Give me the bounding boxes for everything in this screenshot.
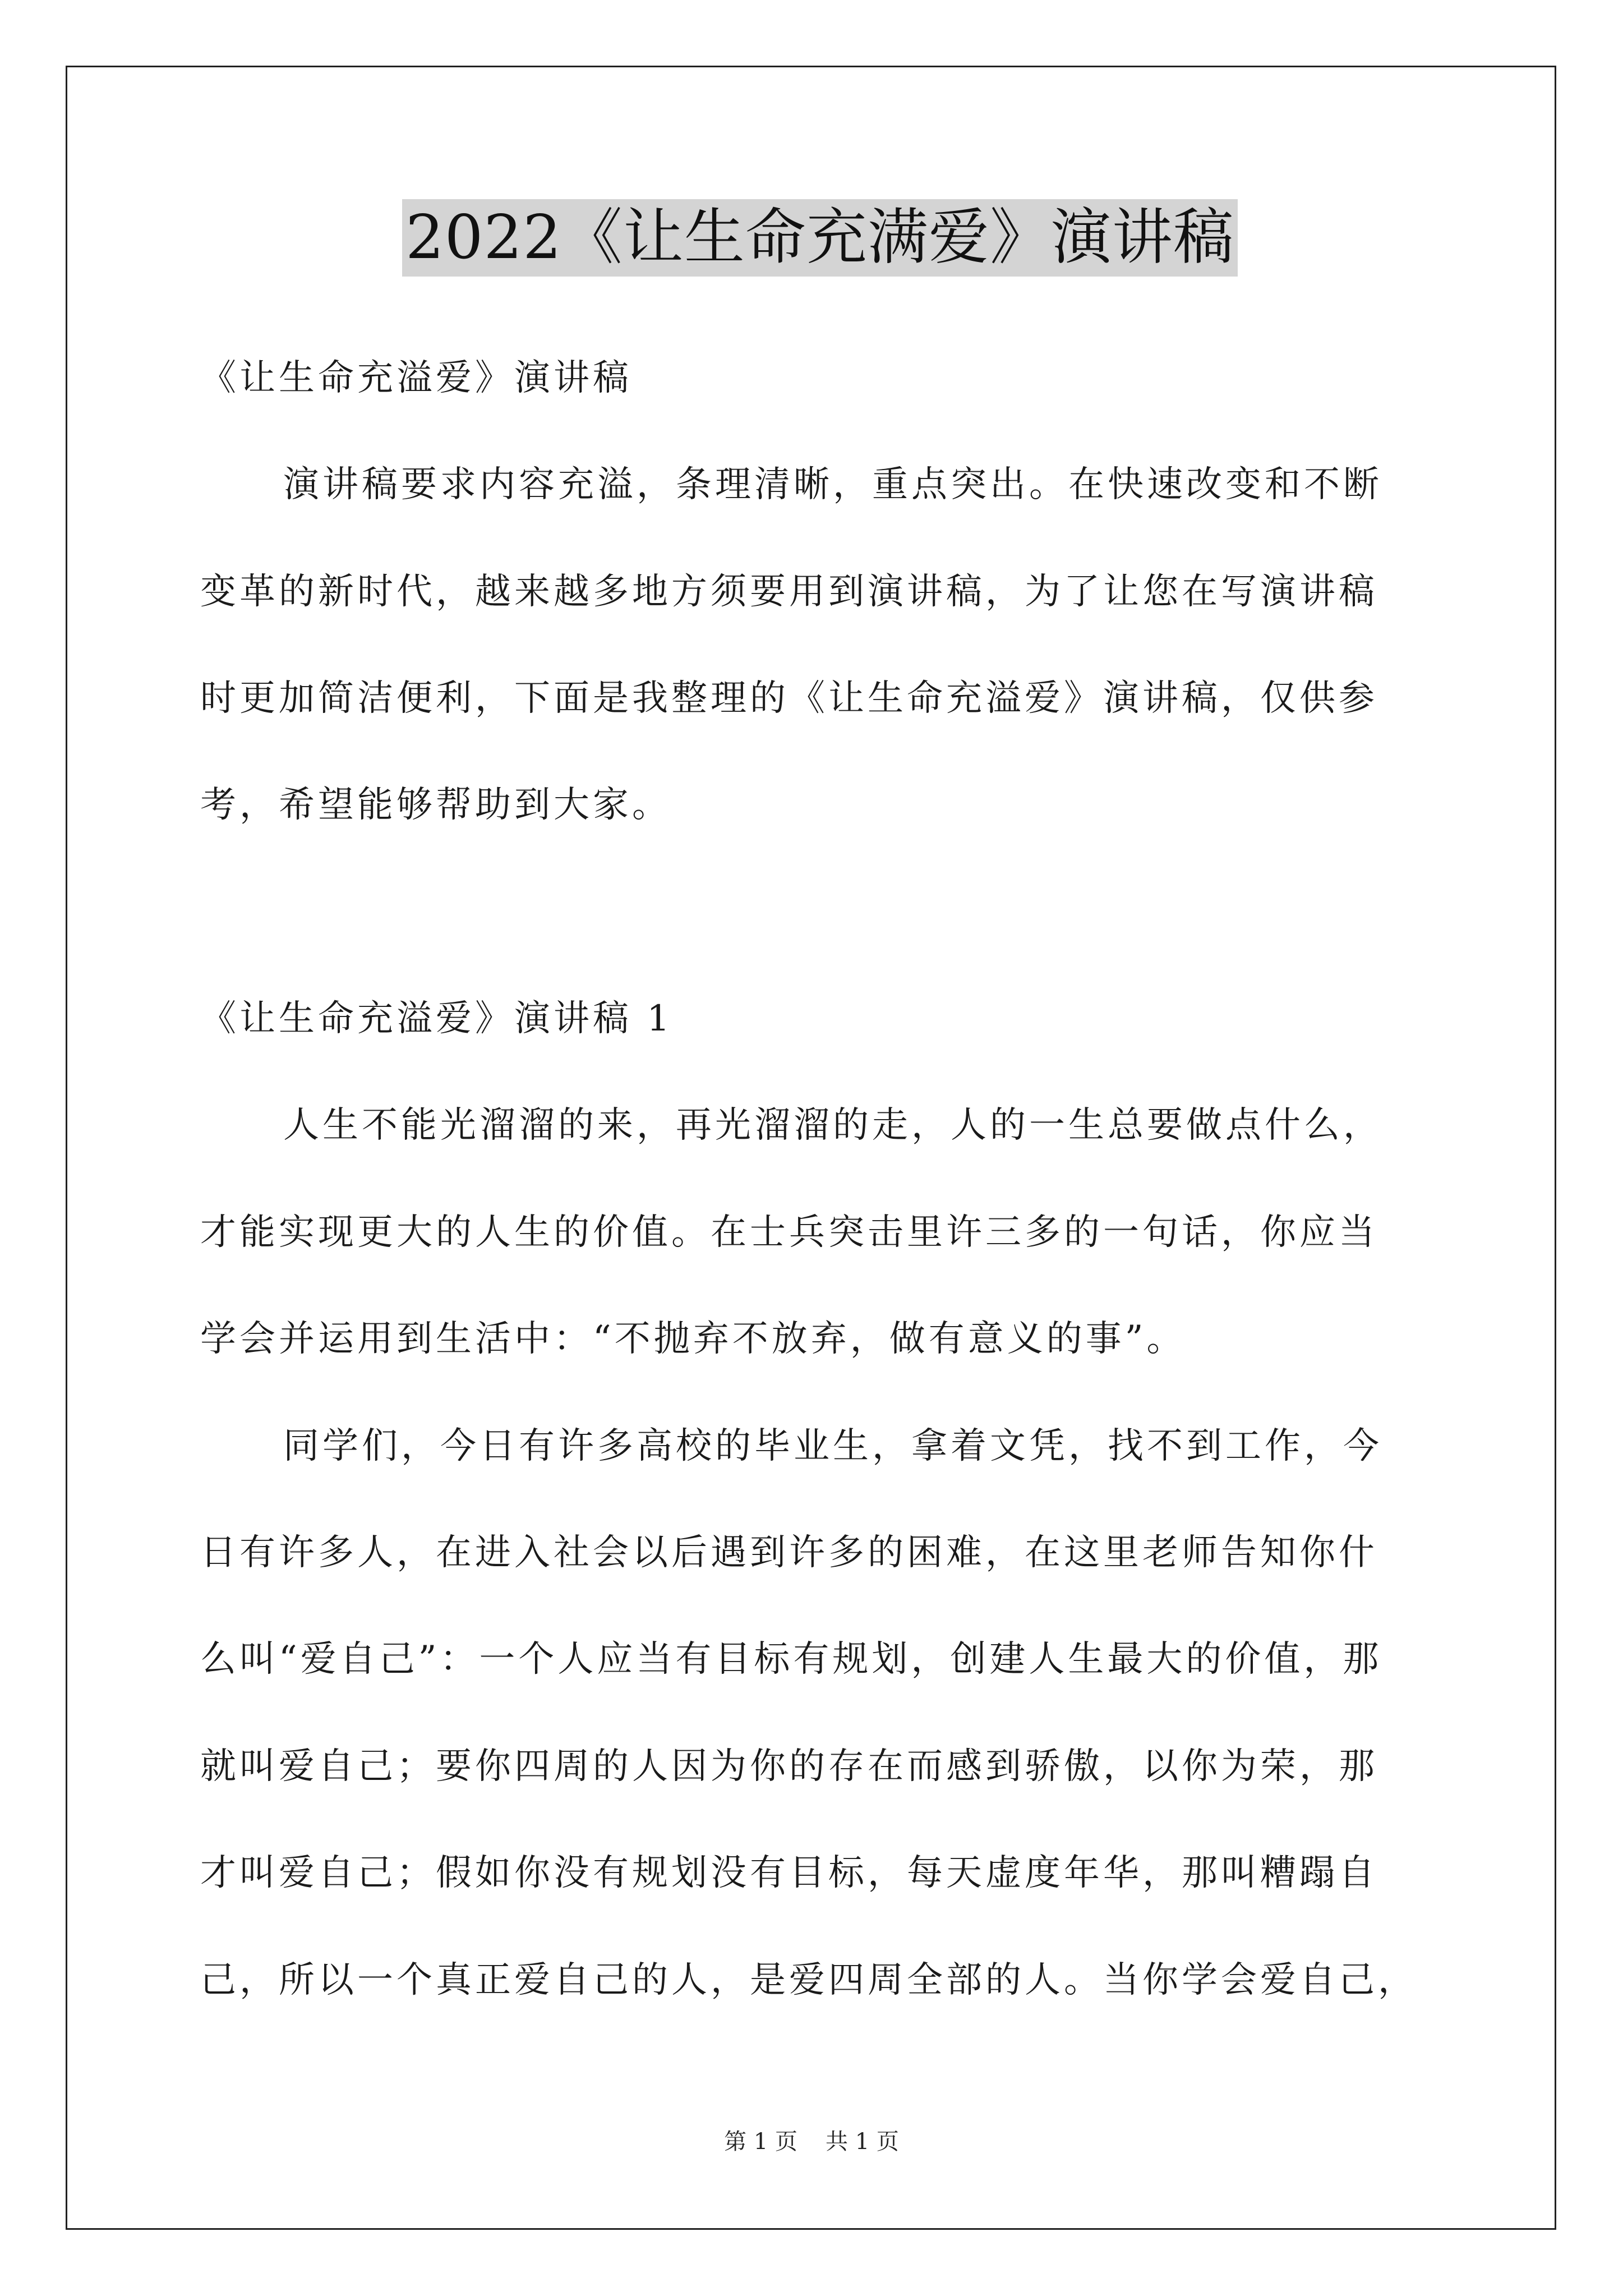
document-title: 2022《让生命充满爱》演讲稿 [402, 199, 1238, 277]
intro-line: 考，希望能够帮助到大家。 [200, 784, 671, 826]
section-heading: 《让生命充溢爱》演讲稿 1 [200, 998, 674, 1039]
paragraph-line: 才能实现更大的人生的价值。在士兵突击里许三多的一句话，你应当 [200, 1212, 1378, 1253]
paragraph-line: 么叫“爱自己”：一个人应当有目标有规划，创建人生最大的价值，那 [200, 1639, 1382, 1680]
intro-line: 演讲稿要求内容充溢，条理清晰，重点突出。在快速改变和不断 [283, 464, 1382, 505]
paragraph-line: 己，所以一个真正爱自己的人，是爱四周全部的人。当你学会爱自己， [200, 1959, 1417, 2001]
intro-line: 时更加简洁便利，下面是我整理的《让生命充溢爱》演讲稿，仅供参 [200, 678, 1378, 719]
paragraph-line: 人生不能光溜溜的来，再光溜溜的走，人的一生总要做点什么， [283, 1105, 1382, 1146]
paragraph-line: 同学们，今日有许多高校的毕业生，拿着文凭，找不到工作，今 [283, 1425, 1382, 1467]
paragraph-line: 才叫爱自己；假如你没有规划没有目标，每天虚度年华，那叫糟蹋自 [200, 1852, 1378, 1894]
page-count: 共 1 页 [826, 2129, 899, 2155]
paragraph-line: 日有许多人，在进入社会以后遇到许多的困难，在这里老师告知你什 [200, 1532, 1378, 1573]
intro-line: 变革的新时代，越来越多地方须要用到演讲稿，为了让您在写演讲稿 [200, 571, 1378, 613]
title-container [200, 199, 1440, 277]
page-footer [0, 2128, 1623, 2156]
paragraph-line: 就叫爱自己；要你四周的人因为你的存在而感到骄傲，以你为荣，那 [200, 1746, 1378, 1787]
page-number: 第 1 页 [724, 2129, 797, 2155]
paragraph-line: 学会并运用到生活中：“不抛弃不放弃，做有意义的事”。 [200, 1318, 1186, 1360]
subtitle: 《让生命充溢爱》演讲稿 [200, 357, 632, 399]
